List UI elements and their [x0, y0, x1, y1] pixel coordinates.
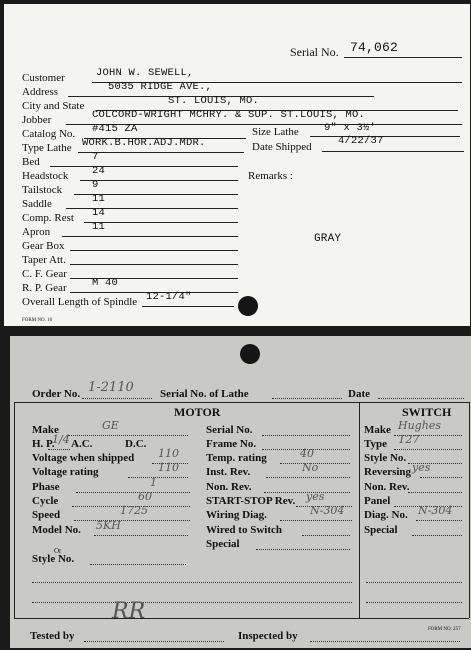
r-p-gear-label: R. P. Gear: [22, 282, 67, 294]
voltage-rating-line: [128, 477, 188, 478]
phase-line: [76, 492, 190, 493]
serial-no-label: Serial No.: [206, 424, 253, 436]
wired-to-switch-line: [302, 535, 350, 536]
non-rev-label: Non. Rev.: [206, 481, 252, 493]
bed-value: 7: [92, 151, 99, 163]
address-value: 5035 RIDGE AVE.,: [108, 81, 213, 93]
serial-label: Serial No.: [290, 45, 339, 59]
model-no-line: [94, 535, 188, 536]
make-value: GE: [102, 419, 119, 432]
h-p-value: 1/4: [52, 433, 70, 446]
wiring-diag-label: Wiring Diag.: [206, 509, 267, 521]
cycle-label: Cycle: [32, 495, 59, 507]
tested-value: RR: [112, 599, 146, 624]
gear-box-label: Gear Box: [22, 240, 65, 252]
type-lathe-line: [78, 152, 244, 153]
type-line: [394, 449, 462, 450]
type-value: T27: [398, 433, 420, 446]
phase-label: Phase: [32, 481, 60, 493]
h-p-label: H. P.: [32, 438, 55, 450]
style-no-label: Style No.: [364, 452, 407, 464]
address-label: Address: [22, 86, 59, 98]
headstock-value: 24: [92, 165, 106, 177]
inst-rev-line: [266, 477, 350, 478]
saddle-value: 11: [92, 193, 106, 205]
jobber-label: Jobber: [22, 114, 52, 126]
r-p-gear-value: M 40: [92, 277, 119, 289]
style-no-label: Style No.: [32, 553, 75, 565]
form-number: FORM NO. 16: [22, 318, 53, 323]
remarks-value: GRAY: [314, 233, 342, 245]
inspected-label: Inspected by: [238, 630, 298, 642]
panel-label: Panel: [364, 495, 391, 507]
tailstock-value: 9: [92, 179, 99, 191]
bed-label: Bed: [22, 156, 40, 168]
type-lathe-label: Type Lathe: [22, 142, 72, 154]
special-label: Special: [206, 538, 240, 550]
city-and-state-label: City and State: [22, 100, 85, 112]
cycle-value: 60: [138, 490, 152, 503]
voltage-rating-value: 110: [158, 461, 179, 474]
make-label: Make: [364, 424, 391, 436]
size-lathe-value: 9" x 3½': [324, 122, 377, 134]
voltage-when-shipped-value: 110: [158, 447, 179, 460]
wiring-diag-line: [280, 520, 352, 521]
saddle-label: Saddle: [22, 198, 52, 210]
tailstock-label: Tailstock: [22, 184, 63, 196]
remarks-label: Remarks :: [248, 170, 293, 182]
serial-lathe-label: Serial No. of Lathe: [160, 388, 249, 400]
model-no-label: Model No.: [32, 524, 81, 536]
frame-no-label: Frame No.: [206, 438, 257, 450]
wired-to-switch-label: Wired to Switch: [206, 524, 282, 536]
size-lathe-label: Size Lathe: [252, 126, 299, 138]
special-line: [412, 535, 462, 536]
speed-line: [74, 520, 190, 521]
h-p-line: [48, 449, 70, 450]
order-label: Order No.: [32, 388, 81, 400]
taper-att-label: Taper Att.: [22, 254, 66, 266]
reversing-value: yes: [412, 461, 431, 474]
overall-length-of-spindle-line: [142, 306, 234, 307]
date-shipped-value: 4/22/37: [338, 135, 384, 147]
punch-hole: [240, 344, 260, 364]
or-label: Or: [54, 547, 62, 555]
special-label: Special: [364, 524, 398, 536]
comp-rest-line: [84, 222, 238, 223]
temp-rating-value: 40: [300, 447, 314, 460]
date-shipped-label: Date Shipped: [252, 141, 312, 153]
switch-heading: SWITCH: [402, 405, 452, 419]
taper-att-line: [70, 264, 238, 265]
serial-no-line: [262, 435, 350, 436]
punch-hole: [238, 296, 258, 316]
speed-value: 1725: [120, 504, 148, 517]
inst-rev-label: Inst. Rev.: [206, 466, 251, 478]
make-line: [68, 435, 188, 436]
reversing-label: Reversing: [364, 466, 412, 478]
serial-value: 74,062: [350, 40, 399, 55]
voltage-rating-label: Voltage rating: [32, 466, 99, 478]
motor-heading: MOTOR: [174, 405, 221, 419]
model-no-value: 5KH: [96, 519, 121, 532]
catalog-no-label: Catalog No.: [22, 128, 76, 140]
start-stop-rev-label: START-STOP Rev.: [206, 495, 296, 507]
diag-no-value: N-304: [418, 504, 453, 517]
diag-no-line: [416, 520, 462, 521]
c-f-gear-label: C. F. Gear: [22, 268, 67, 280]
type-label: Type: [364, 438, 388, 450]
start-stop-rev-value: yes: [306, 490, 325, 503]
diag-no-label: Diag. No.: [364, 509, 408, 521]
voltage-when-shipped-label: Voltage when shipped: [32, 452, 135, 464]
date-label: Date: [348, 388, 370, 400]
ac-label: A.C.: [71, 438, 93, 450]
make-value: Hughes: [398, 419, 441, 432]
inst-rev-value: No: [302, 461, 319, 474]
headstock-line: [80, 180, 238, 181]
wiring-diag-value: N-304: [310, 504, 345, 517]
catalog-no-value: #415 ZA: [92, 123, 138, 135]
headstock-label: Headstock: [22, 170, 69, 182]
apron-line: [62, 236, 238, 237]
order-value: 1-2110: [88, 380, 134, 395]
customer-label: Customer: [22, 72, 65, 84]
phase-value: 1: [150, 476, 157, 489]
lathe-record-card: [4, 4, 470, 326]
apron-label: Apron: [22, 226, 51, 238]
type-lathe-value: WORK.B.HOR.ADJ.MDR.: [82, 137, 206, 149]
non-rev-label: Non. Rev.: [364, 481, 410, 493]
overall-length-of-spindle-value: 12-1/4": [146, 291, 192, 303]
jobber-value: COLCORD-WRIGHT MCHRY. & SUP. ST.LOUIS, MO.: [92, 109, 366, 121]
make-label: Make: [32, 424, 59, 436]
bed-line: [50, 166, 238, 167]
overall-length-of-spindle-label: Overall Length of Spindle: [22, 296, 138, 308]
motor-switch-card: [10, 336, 471, 648]
special-line: [256, 549, 350, 550]
temp-rating-label: Temp. rating: [206, 452, 267, 464]
speed-label: Speed: [32, 509, 61, 521]
non-rev-line: [408, 492, 462, 493]
tested-label: Tested by: [30, 630, 75, 642]
city-and-state-value: ST. LOUIS, MO.: [168, 95, 260, 107]
comp-rest-value: 14: [92, 207, 106, 219]
reversing-line: [420, 477, 462, 478]
apron-value: 11: [92, 221, 106, 233]
comp-rest-label: Comp. Rest: [22, 212, 74, 224]
customer-value: JOHN W. SEWELL,: [96, 67, 194, 79]
dc-label: D.C.: [125, 438, 147, 450]
gear-box-line: [70, 250, 238, 251]
form-number: FORM NO. 257: [428, 627, 461, 632]
